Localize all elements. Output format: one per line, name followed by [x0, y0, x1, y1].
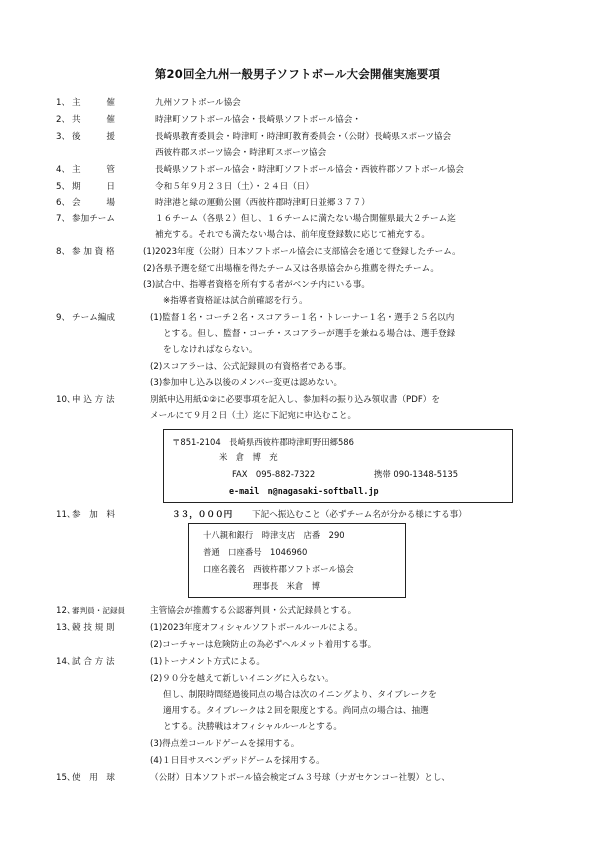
bank-box — [188, 523, 406, 598]
item-value: 西彼杵郡スポーツ協会・時津町スポーツ協会 — [155, 148, 327, 158]
item-value: 長崎県ソフトボール協会・時津町ソフトボール協会・西彼杵郡ソフトボール協会 — [155, 165, 464, 175]
item-value: (1)2023年度（公財）日本ソフトボール協会に支部協会を通じて登録したチーム。 — [143, 247, 461, 257]
item-value: （公財）日本ソフトボール協会検定ゴム３号球（ナガセケンコー社製）とし、 — [150, 773, 451, 783]
item-value: (3)試合中、指導者資格を所有する者がベンチ内にいる事。 — [143, 280, 371, 290]
contact-address: 〒851-2104 長崎県西彼杵郡時津町野田郷586 — [172, 437, 354, 447]
bank-name: 十八親和銀行 時津支店 店番 290 — [203, 530, 345, 540]
item-number: 8、 — [56, 247, 71, 257]
item-value: 但し、制限時間経過後同点の場合は次のイニングより、タイブレークを — [163, 690, 437, 700]
item-value: (2)コーチャーは危険防止の為必ずヘルメット着用する事。 — [150, 640, 377, 650]
item-label: チーム編成 — [72, 313, 115, 323]
item-number: 1、 — [56, 98, 71, 108]
item-value: 別紙申込用紙①②に必要事項を記入し、参加料の振り込み領収書（PDF）を — [150, 395, 440, 405]
bank-representative: 理事長 米倉 博 — [253, 581, 320, 591]
item-number: 14、 — [56, 657, 76, 667]
contact-mobile: 携帯 090-1348-5135 — [374, 469, 459, 479]
page-title: 第20回全九州一般男子ソフトボール大会開催実施要項 — [154, 67, 441, 81]
item-label: 使 用 球 — [72, 773, 115, 783]
item-label: 主 管 — [72, 165, 115, 175]
item-number: 13、 — [56, 623, 76, 633]
item-value: 長崎県教育委員会・時津町・時津町教育委員会・（公財）長崎県スポーツ協会 — [155, 132, 452, 142]
item-value: (3)参加申し込み以後のメンバー変更は認めない。 — [150, 378, 343, 388]
item-value: (3)得点差コールドゲームを採用する。 — [150, 739, 300, 749]
item-value: ※指導者資格証は試合前確認を行う。 — [163, 296, 308, 306]
item-label: 後 援 — [72, 132, 115, 142]
item-number: 10、 — [56, 395, 76, 405]
item-value: (2)スコアラーは、公式記録員の有資格者である事。 — [150, 362, 352, 372]
item-value: (4)１日目サスペンデッドゲームを採用する。 — [150, 756, 325, 766]
item-number: 4、 — [56, 165, 71, 175]
contact-box — [163, 429, 513, 503]
fee-amount: ３３，０００円 — [172, 510, 233, 520]
item-label: 期 日 — [72, 182, 115, 192]
contact-email: e-mail n@nagasaki-softball.jp — [229, 486, 379, 496]
item-label: 参 加 資 格 — [72, 247, 115, 257]
item-label: 会 場 — [72, 198, 115, 208]
item-value: 補充する。それでも満たない場合は、前年度登録数に応じて補充する。 — [155, 230, 431, 240]
item-value: とする。但し、監督・コーチ・スコアラーが選手を兼ねる場合は、選手登録 — [163, 329, 456, 339]
item-label: 参加チーム — [72, 214, 115, 224]
item-value: (2)９０分を越えて新しいイニングに入らない。 — [150, 674, 334, 684]
bank-account: 普通 口座番号 1046960 — [203, 547, 308, 557]
item-label: 参 加 料 — [72, 510, 115, 520]
item-number: 11、 — [56, 510, 76, 520]
item-value: 時津町ソフトボール協会・長崎県ソフトボール協会・ — [155, 115, 361, 125]
item-value: (1)2023年度オフィシャルソフトボールルールによる。 — [150, 623, 363, 633]
item-value: 時津港と緑の運動公園（西彼杵郡時津町日並郷３７７） — [155, 198, 370, 208]
item-number: 7、 — [56, 214, 71, 224]
item-value: 九州ソフトボール協会 — [155, 98, 241, 108]
item-value: (1)監督１名・コーチ２名・スコアラー１名・トレーナー１名・選手２５名以内 — [150, 313, 455, 323]
contact-name: 米 倉 博 充 — [219, 452, 278, 462]
item-value: をしなければならない。 — [163, 345, 258, 355]
item-number: 6、 — [56, 198, 71, 208]
item-number: 15、 — [56, 773, 76, 783]
item-value: 適用する。タイブレークは２回を限度とする。尚同点の場合は、抽選 — [163, 706, 429, 716]
bank-holder: 口座名義名 西彼杵郡ソフトボール協会 — [203, 564, 354, 574]
item-value: 主管協会が推薦する公認審判員・公式記録員とする。 — [150, 606, 357, 616]
item-label: 共 催 — [72, 115, 115, 125]
item-value: 令和５年９月２３日（土）・２４日（日） — [155, 182, 314, 192]
item-number: 2、 — [56, 115, 71, 125]
item-number: 12、 — [56, 606, 76, 616]
item-label: 競 技 規 則 — [72, 623, 115, 633]
item-value: とする。決勝戦はオフィシャルルールとする。 — [163, 722, 342, 732]
fee-note: 下記へ振込むこと（必ずチーム名が分かる様にする事） — [252, 510, 467, 520]
item-value: メールにて９月２日（土）迄に下記宛に申込むこと。 — [150, 411, 357, 421]
item-label: 申 込 方 法 — [72, 395, 115, 405]
item-value: １６チーム（各県２）但し、１６チームに満たない場合開催県最大２チーム迄 — [155, 214, 456, 224]
item-label: 審判員・記録員 — [72, 606, 126, 615]
item-number: 5、 — [56, 182, 71, 192]
item-label: 主 催 — [72, 98, 115, 108]
item-value: (1)トーナメント方式による。 — [150, 657, 265, 667]
item-number: 3、 — [56, 132, 71, 142]
item-number: 9、 — [56, 313, 71, 323]
item-label: 試 合 方 法 — [72, 657, 115, 667]
item-value: (2)各県予選を経て出場権を得たチーム又は各県協会から推薦を得たチーム。 — [143, 264, 440, 274]
contact-fax: FAX 095-882-7322 — [232, 469, 316, 479]
